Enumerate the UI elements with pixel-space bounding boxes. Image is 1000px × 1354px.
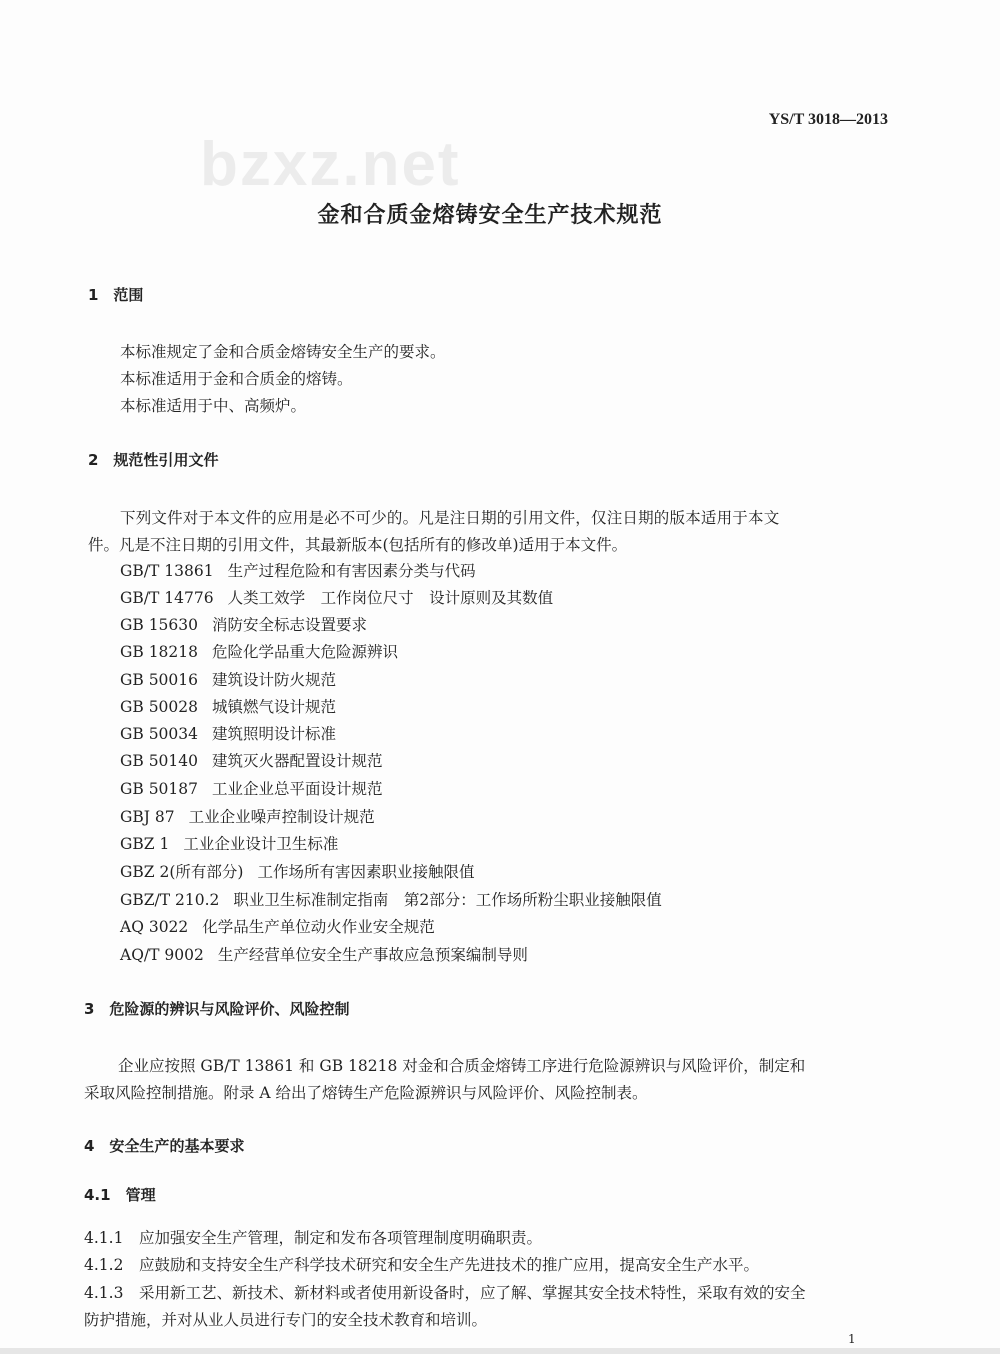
document-title: 金和合质金熔铸安全生产技术规范 xyxy=(317,203,663,228)
paragraph: 下列文件对于本文件的应用是必不可少的。凡是注日期的引用文件，仅注日期的版本适用于本文 xyxy=(120,509,780,527)
reference-item xyxy=(120,779,383,799)
reference-code: AQ 3022 xyxy=(120,918,189,936)
reference-item xyxy=(120,751,383,771)
reference-title: 工作场所有害因素职业接触限值 xyxy=(257,863,475,881)
reference-code: AQ/T 9002 xyxy=(120,946,204,964)
page-bottom-edge xyxy=(0,1348,1000,1354)
reference-item xyxy=(120,834,338,854)
clause: 4.1.3 采用新工艺、新技术、新材料或者使用新设备时，应了解、掌握其安全技术特性，采取有效的安全 xyxy=(84,1284,806,1302)
section-4-heading: 4 安全生产的基本要求 xyxy=(84,1137,245,1155)
clause: 防护措施，并对从业人员进行专门的安全技术教育和培训。 xyxy=(84,1311,488,1329)
reference-title: 生产过程危险和有害因素分类与代码 xyxy=(227,562,476,580)
clause: 4.1.2 应鼓励和支持安全生产科学技术研究和安全生产先进技术的推广应用，提高安全生产水平。 xyxy=(84,1256,759,1274)
paragraph: 件。凡是不注日期的引用文件，其最新版本(包括所有的修改单)适用于本文件。 xyxy=(88,536,628,554)
standard-number: YS/T 3018—2013 xyxy=(768,111,888,128)
reference-item xyxy=(120,807,375,827)
reference-title: 消防安全标志设置要求 xyxy=(212,616,368,634)
reference-code: GB 50028 xyxy=(120,698,199,716)
paragraph: 采取风险控制措施。附录 A 给出了熔铸生产危险源辨识与风险评价、风险控制表。 xyxy=(84,1084,648,1102)
reference-code: GBZ 2(所有部分) xyxy=(120,863,244,881)
paragraph: 本标准规定了金和合质金熔铸安全生产的要求。 xyxy=(120,343,446,361)
reference-code: GB/T 13861 xyxy=(120,562,214,580)
reference-code: GBZ 1 xyxy=(120,835,170,853)
reference-item xyxy=(120,862,474,882)
reference-code: GB 50016 xyxy=(120,671,199,689)
paragraph: 企业应按照 GB/T 13861 和 GB 18218 对金和合质金熔铸工序进行危险源辨识与风险评价，制定和 xyxy=(118,1057,806,1075)
reference-item xyxy=(120,670,336,690)
reference-title: 建筑设计防火规范 xyxy=(212,671,337,689)
watermark: bzxz.net xyxy=(200,130,461,199)
reference-item xyxy=(120,890,662,910)
reference-code: GB/T 14776 xyxy=(120,589,214,607)
reference-item xyxy=(120,561,476,581)
clause: 4.1.1 应加强安全生产管理，制定和发布各项管理制度明确职责。 xyxy=(84,1229,542,1247)
reference-code: GB 18218 xyxy=(120,643,199,661)
reference-title: 危险化学品重大危险源辨识 xyxy=(212,643,399,661)
reference-code: GB 50034 xyxy=(120,725,199,743)
reference-title: 生产经营单位安全生产事故应急预案编制导则 xyxy=(217,946,528,964)
reference-title: 职业卫生标准制定指南 第2部分：工作场所粉尘职业接触限值 xyxy=(233,891,662,909)
reference-code: GBJ 87 xyxy=(120,808,175,826)
section-3-heading: 3 危险源的辨识与风险评价、风险控制 xyxy=(84,1000,350,1018)
reference-title: 建筑照明设计标准 xyxy=(212,725,337,743)
paragraph: 本标准适用于金和合质金的熔铸。 xyxy=(120,370,353,388)
section-1-heading: 1 范围 xyxy=(88,286,144,304)
reference-code: GB 15630 xyxy=(120,616,199,634)
reference-item xyxy=(120,642,398,662)
reference-item xyxy=(120,917,435,937)
reference-title: 工业企业设计卫生标准 xyxy=(183,835,339,853)
reference-item xyxy=(120,945,528,965)
reference-title: 建筑灭火器配置设计规范 xyxy=(212,752,383,770)
reference-code: GB 50140 xyxy=(120,752,199,770)
section-4-1-heading: 4.1 管理 xyxy=(84,1186,156,1204)
reference-item xyxy=(120,697,336,717)
reference-title: 化学品生产单位动火作业安全规范 xyxy=(202,918,435,936)
paragraph: 本标准适用于中、高频炉。 xyxy=(120,397,307,415)
reference-title: 人类工效学 工作岗位尺寸 设计原则及其数值 xyxy=(227,589,554,607)
reference-code: GBZ/T 210.2 xyxy=(120,891,220,909)
reference-title: 工业企业噪声控制设计规范 xyxy=(188,808,375,826)
page-number: 1 xyxy=(848,1332,856,1346)
reference-item xyxy=(120,615,367,635)
reference-item xyxy=(120,588,553,608)
reference-title: 城镇燃气设计规范 xyxy=(212,698,337,716)
reference-title: 工业企业总平面设计规范 xyxy=(212,780,383,798)
section-2-heading: 2 规范性引用文件 xyxy=(88,451,219,469)
reference-item xyxy=(120,724,336,744)
reference-code: GB 50187 xyxy=(120,780,199,798)
